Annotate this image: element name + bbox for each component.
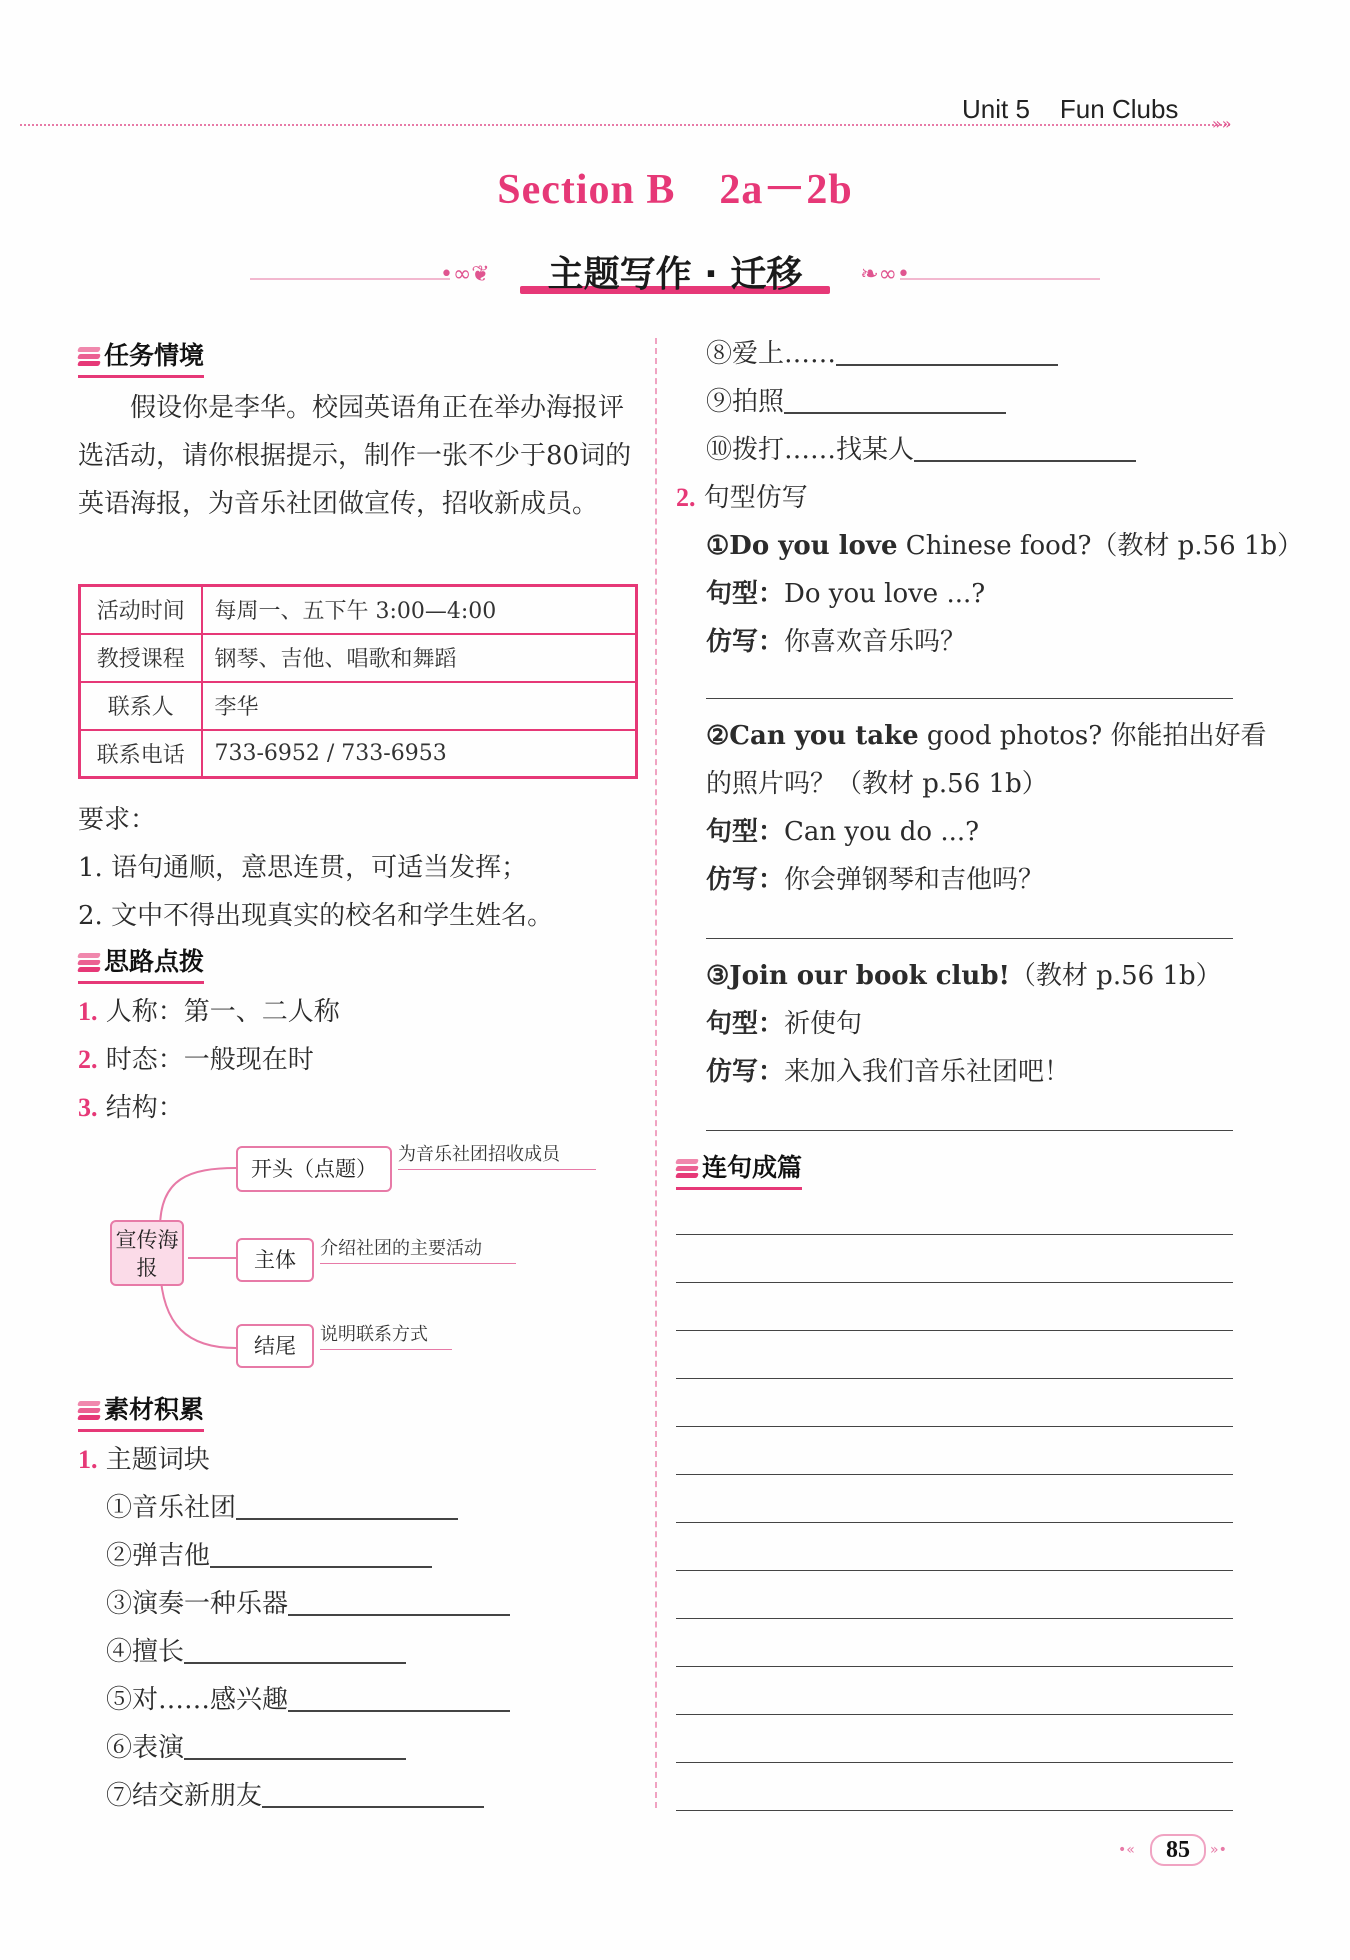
writing-line[interactable] [676,1426,1233,1427]
vocab-item: ④擅长 [106,1628,406,1676]
answer-blank[interactable] [784,388,1006,414]
answer-blank[interactable] [184,1734,406,1760]
pattern-imitation: 仿写：你会弹钢琴和吉他吗？ [706,865,1045,895]
vocab-title: 1. 主题词块 [78,1445,210,1475]
vocab-item: ⑥表演 [106,1724,406,1772]
header-rule [20,124,1230,126]
requirements-title: 要求： [78,805,157,835]
mindmap-node-intro: 开头（点题） [236,1146,392,1192]
mindmap-label-ending: 说明联系方式 [320,1320,452,1350]
writing-line[interactable] [676,1378,1233,1379]
task-heading: 任务情境 [78,336,204,372]
banner-line-right [900,278,1100,280]
vocab-item: ⑤对……感兴趣 [106,1676,510,1724]
mindmap-node-body: 主体 [236,1238,314,1282]
answer-blank[interactable] [184,1638,406,1664]
materials-heading: 素材积累 [78,1390,204,1426]
answer-blank[interactable] [210,1542,432,1568]
ideas-heading: 思路点拨 [78,942,204,978]
writing-line[interactable] [676,1522,1233,1523]
answer-blank[interactable] [914,436,1136,462]
idea-item: 2. 时态：一般现在时 [78,1045,314,1075]
requirement-2: 2. 文中不得出现真实的校名和学生姓名。 [78,901,554,931]
table-row: 联系电话 733-6952 / 733-6953 [80,730,637,778]
swirl-ornament-icon: ❧∞• [860,262,910,287]
book-stack-icon [78,951,100,973]
vocab-item: ⑧爱上…… [706,330,1058,378]
table-row: 教授课程 钢琴、吉他、唱歌和舞蹈 [80,634,637,682]
compose-heading: 连句成篇 [676,1148,802,1184]
book-stack-icon [78,345,100,367]
idea-item: 3. 结构： [78,1093,184,1123]
structure-mindmap [100,1138,620,1378]
answer-blank[interactable] [836,340,1058,366]
vocab-item: ⑩拨打……找某人 [706,426,1136,474]
writing-line[interactable] [676,1666,1233,1667]
pattern-example: ③Join our book club!（教材 p.56 1b） [706,961,1222,991]
vocab-item: ⑦结交新朋友 [106,1772,484,1820]
pattern-example: ②Can you take good photos? 你能拍出好看 [706,721,1267,751]
banner-title: 主题写作 · 迁移 [547,254,803,295]
answer-line[interactable] [706,1130,1233,1131]
task-paragraph: 假设你是李华。校园英语角正在举办海报评选活动，请你根据提示，制作一张不少于80词的英语海报，为音乐社团做宣传，招收新成员。 [78,393,632,519]
mindmap-root: 宣传海报 [110,1220,184,1286]
page-number: •« 85 »• [1118,1832,1238,1872]
answer-blank[interactable] [288,1590,510,1616]
writing-line[interactable] [676,1762,1233,1763]
double-chevron-icon: »» [1212,114,1232,133]
writing-line[interactable] [676,1810,1233,1811]
pattern-imitation: 仿写：来加入我们音乐社团吧！ [706,1057,1071,1087]
pattern-form: 句型：祈使句 [706,1009,863,1039]
requirement-1: 1. 语句通顺，意思连贯，可适当发挥； [78,853,528,883]
section-label: Section B [497,167,676,213]
answer-blank[interactable] [262,1782,484,1808]
theme-banner [250,246,1100,296]
chevron-left-icon: •« [1118,1842,1135,1858]
info-table [78,584,638,779]
answer-blank[interactable] [236,1494,458,1520]
idea-item: 1. 人称：第一、二人称 [78,997,340,1027]
running-header [962,94,1178,125]
mindmap-label-intro: 为音乐社团招收成员 [398,1140,596,1170]
writing-line[interactable] [676,1474,1233,1475]
section-title [0,156,1350,216]
writing-line[interactable] [676,1330,1233,1331]
pattern-form: 句型：Can you do ...? [706,817,980,847]
chevron-right-icon: »• [1210,1842,1227,1858]
unit-title: Fun Clubs [1059,94,1179,124]
vocab-item: ①音乐社团 [106,1484,458,1532]
swirl-ornament-icon: •∞❦ [440,262,490,287]
section-part: 2a－2b [719,167,853,213]
table-row: 联系人 李华 [80,682,637,730]
pattern-form: 句型：Do you love ...? [706,579,986,609]
writing-line[interactable] [676,1234,1233,1235]
answer-blank[interactable] [288,1686,510,1712]
answer-line[interactable] [706,698,1233,699]
pattern-example-cont: 的照片吗？（教材 p.56 1b） [706,769,1048,799]
writing-line[interactable] [676,1570,1233,1571]
pattern-example: ①Do you love Chinese food?（教材 p.56 1b） [706,531,1304,561]
vocab-item: ⑨拍照 [706,378,1006,426]
writing-line[interactable] [676,1714,1233,1715]
banner-line-left [250,278,450,280]
writing-line[interactable] [676,1282,1233,1283]
pattern-title: 2. 句型仿写 [676,483,808,513]
answer-line[interactable] [706,938,1233,939]
mindmap-node-ending: 结尾 [236,1324,314,1368]
column-divider [655,338,657,1808]
table-row: 活动时间 每周一、五下午 3:00—4:00 [80,586,637,634]
vocab-item: ③演奏一种乐器 [106,1580,510,1628]
mindmap-label-body: 介绍社团的主要活动 [320,1234,516,1264]
book-stack-icon [78,1399,100,1421]
pattern-imitation: 仿写：你喜欢音乐吗？ [706,627,967,657]
vocab-item: ②弹吉他 [106,1532,432,1580]
book-stack-icon [676,1157,698,1179]
unit-label: Unit 5 [962,94,1030,124]
writing-line[interactable] [676,1618,1233,1619]
